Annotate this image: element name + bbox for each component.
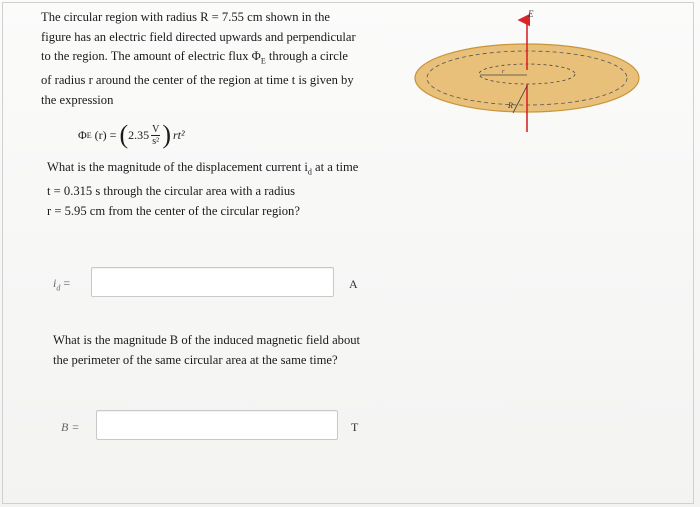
q2-line-2: the perimeter of the same circular area at the same time? xyxy=(53,352,338,367)
small-radius-label: r xyxy=(502,69,505,75)
problem-line-3-tail: through a circle xyxy=(265,49,348,63)
flux-symbol: Φ xyxy=(78,127,87,142)
q1-line-1 xyxy=(47,158,377,182)
problem-line-2: figure has an electric field directed upwards and perpendicular xyxy=(41,29,356,44)
unit-denominator: s² xyxy=(152,135,160,147)
flux-subscript: E xyxy=(260,56,266,66)
b-label: B = xyxy=(61,420,80,434)
unit-fraction xyxy=(151,124,160,147)
displacement-current-input[interactable] xyxy=(91,267,334,297)
id-label-symbol: i xyxy=(53,276,57,290)
left-paren: ( xyxy=(119,120,129,149)
unit-ampere: A xyxy=(349,277,358,291)
id-label-sub: d xyxy=(56,283,61,293)
problem-line-1: The circular region with radius R = 7.55 cm shown in the xyxy=(41,10,330,24)
flux-tail: rt² xyxy=(173,127,185,142)
id-label-eq: = xyxy=(60,276,71,290)
problem-line-3-text: to the region. The amount of electric flux Φ xyxy=(41,49,261,63)
q2-line-1: What is the magnitude B of the induced magnetic field about xyxy=(53,333,361,347)
problem-line-4: of radius r around the center of the region at time t is given by xyxy=(41,73,354,88)
problem-statement xyxy=(41,8,371,110)
q1-line-3: r = 5.95 cm from the center of the circular region? xyxy=(47,203,300,218)
flux-argument: (r) = xyxy=(91,127,120,142)
question-magnetic-field xyxy=(53,331,383,370)
radius-label: R xyxy=(508,101,513,110)
field-label: E xyxy=(528,9,534,19)
q1-line-2: t = 0.315 s through the circular area with a radius xyxy=(47,184,296,199)
q1-subscript: d xyxy=(307,167,312,177)
problem-line-3 xyxy=(41,47,371,71)
q1-line-1-text: What is the magnitude of the displacement current i xyxy=(47,160,308,174)
flux-coefficient: 2.35 xyxy=(128,127,150,142)
q1-line-1-tail: at a time xyxy=(311,160,359,174)
question-displacement-current xyxy=(47,158,377,221)
unit-tesla: T xyxy=(351,420,359,434)
magnetic-field-input[interactable] xyxy=(96,410,338,440)
unit-numerator: V xyxy=(152,123,160,135)
id-label xyxy=(53,276,70,292)
problem-line-5: the expression xyxy=(41,92,114,107)
right-paren: ) xyxy=(162,120,172,149)
field-figure xyxy=(410,0,650,150)
flux-equation xyxy=(78,118,185,152)
flux-sub: E xyxy=(86,130,92,140)
